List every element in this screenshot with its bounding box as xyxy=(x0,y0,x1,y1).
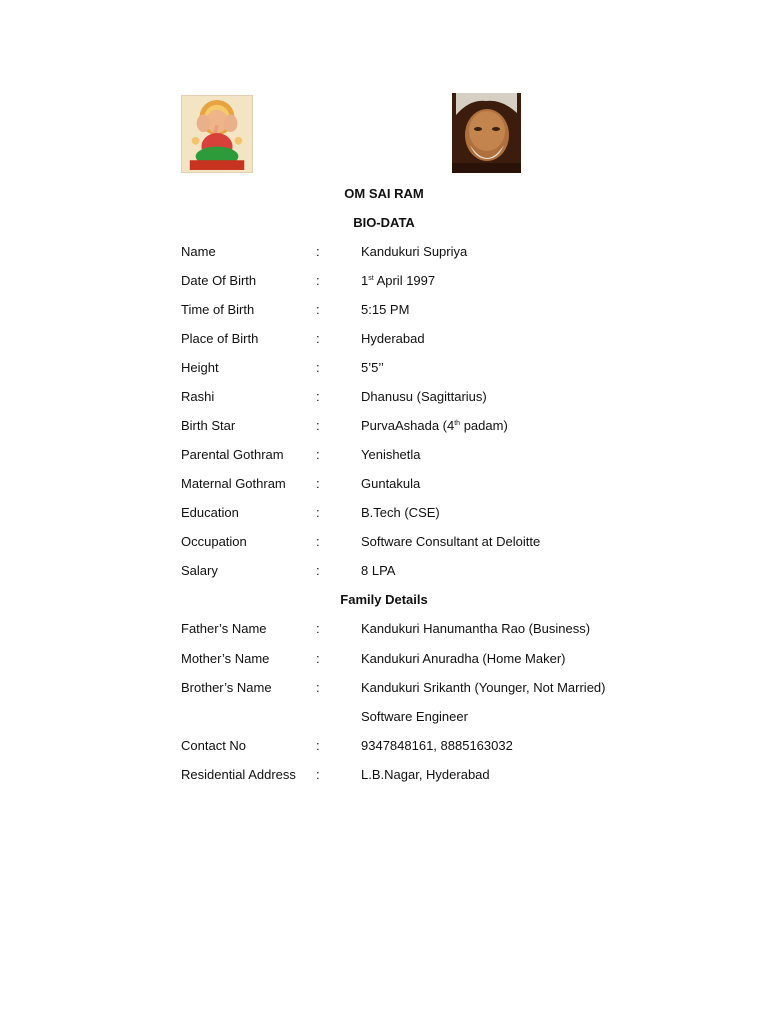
dob-rest: April 1997 xyxy=(373,273,436,288)
label-name: Name xyxy=(181,244,216,259)
label-dob: Date Of Birth xyxy=(181,273,257,288)
row-father xyxy=(0,621,768,641)
separator: : xyxy=(316,680,320,695)
label-mother: Mother’s Name xyxy=(181,651,270,666)
ganesha-image xyxy=(181,95,253,173)
label-height: Height xyxy=(181,360,219,375)
value-education: B.Tech (CSE) xyxy=(361,505,440,520)
row-name xyxy=(0,244,768,264)
row-height xyxy=(0,360,768,380)
row-rashi xyxy=(0,389,768,409)
value-brother: Kandukuri Srikanth (Younger, Not Married) xyxy=(361,680,606,695)
row-address xyxy=(0,767,768,787)
separator: : xyxy=(316,505,320,520)
value-mother: Kandukuri Anuradha (Home Maker) xyxy=(361,651,566,666)
dob-day: 1 xyxy=(361,273,369,288)
value-pob: Hyderabad xyxy=(361,331,425,346)
value-father: Kandukuri Hanumantha Rao (Business) xyxy=(361,621,591,636)
value-contact: 9347848161, 8885163032 xyxy=(361,738,513,753)
separator: : xyxy=(316,418,320,433)
row-birth-star xyxy=(0,418,768,438)
label-tob: Time of Birth xyxy=(181,302,255,317)
row-salary xyxy=(0,563,768,583)
star-suffix: th xyxy=(454,420,461,427)
label-contact: Contact No xyxy=(181,738,247,753)
label-education: Education xyxy=(181,505,239,520)
label-birth-star: Birth Star xyxy=(181,418,236,433)
value-parental-gothram: Yenishetla xyxy=(361,447,421,462)
label-pob: Place of Birth xyxy=(181,331,259,346)
label-maternal-gothram: Maternal Gothram xyxy=(181,476,286,491)
star-pre: PurvaAshada (4 xyxy=(361,418,455,433)
separator: : xyxy=(316,767,320,782)
label-occupation: Occupation xyxy=(181,534,247,549)
row-contact xyxy=(0,738,768,758)
value-brother-occupation: Software Engineer xyxy=(361,709,468,724)
value-name: Kandukuri Supriya xyxy=(361,244,468,259)
value-address: L.B.Nagar, Hyderabad xyxy=(361,767,490,782)
separator: : xyxy=(316,621,320,636)
sai-baba-image xyxy=(452,93,521,173)
label-brother: Brother’s Name xyxy=(181,680,272,695)
row-brother xyxy=(0,680,768,700)
separator: : xyxy=(316,360,320,375)
label-parental-gothram: Parental Gothram xyxy=(181,447,284,462)
separator: : xyxy=(316,331,320,346)
dob-suffix: st xyxy=(368,275,374,282)
separator: : xyxy=(316,302,320,317)
row-brother-occupation xyxy=(0,709,768,729)
label-father: Father’s Name xyxy=(181,621,267,636)
separator: : xyxy=(316,244,320,259)
separator: : xyxy=(316,273,320,288)
family-details-heading: Family Details xyxy=(340,592,428,607)
label-salary: Salary xyxy=(181,563,218,578)
row-mother xyxy=(0,651,768,671)
value-rashi: Dhanusu (Sagittarius) xyxy=(361,389,487,404)
page-om-heading: OM SAI RAM xyxy=(344,186,424,201)
value-dob xyxy=(361,273,435,288)
row-pob xyxy=(0,331,768,351)
separator: : xyxy=(316,389,320,404)
row-education xyxy=(0,505,768,525)
row-occupation xyxy=(0,534,768,554)
value-occupation: Software Consultant at Deloitte xyxy=(361,534,541,549)
separator: : xyxy=(316,534,320,549)
value-birth-star xyxy=(361,418,508,433)
row-maternal-gothram xyxy=(0,476,768,496)
row-parental-gothram xyxy=(0,447,768,467)
star-post: padam) xyxy=(460,418,508,433)
value-salary: 8 LPA xyxy=(361,563,396,578)
separator: : xyxy=(316,563,320,578)
separator: : xyxy=(316,447,320,462)
separator: : xyxy=(316,476,320,491)
label-rashi: Rashi xyxy=(181,389,215,404)
row-dob xyxy=(0,273,768,293)
row-tob xyxy=(0,302,768,322)
value-tob: 5:15 PM xyxy=(361,302,410,317)
separator: : xyxy=(316,651,320,666)
page-title: BIO-DATA xyxy=(353,215,415,230)
label-address: Residential Address xyxy=(181,767,296,782)
value-maternal-gothram: Guntakula xyxy=(361,476,421,491)
separator: : xyxy=(316,738,320,753)
value-height: 5’5’’ xyxy=(361,360,384,375)
